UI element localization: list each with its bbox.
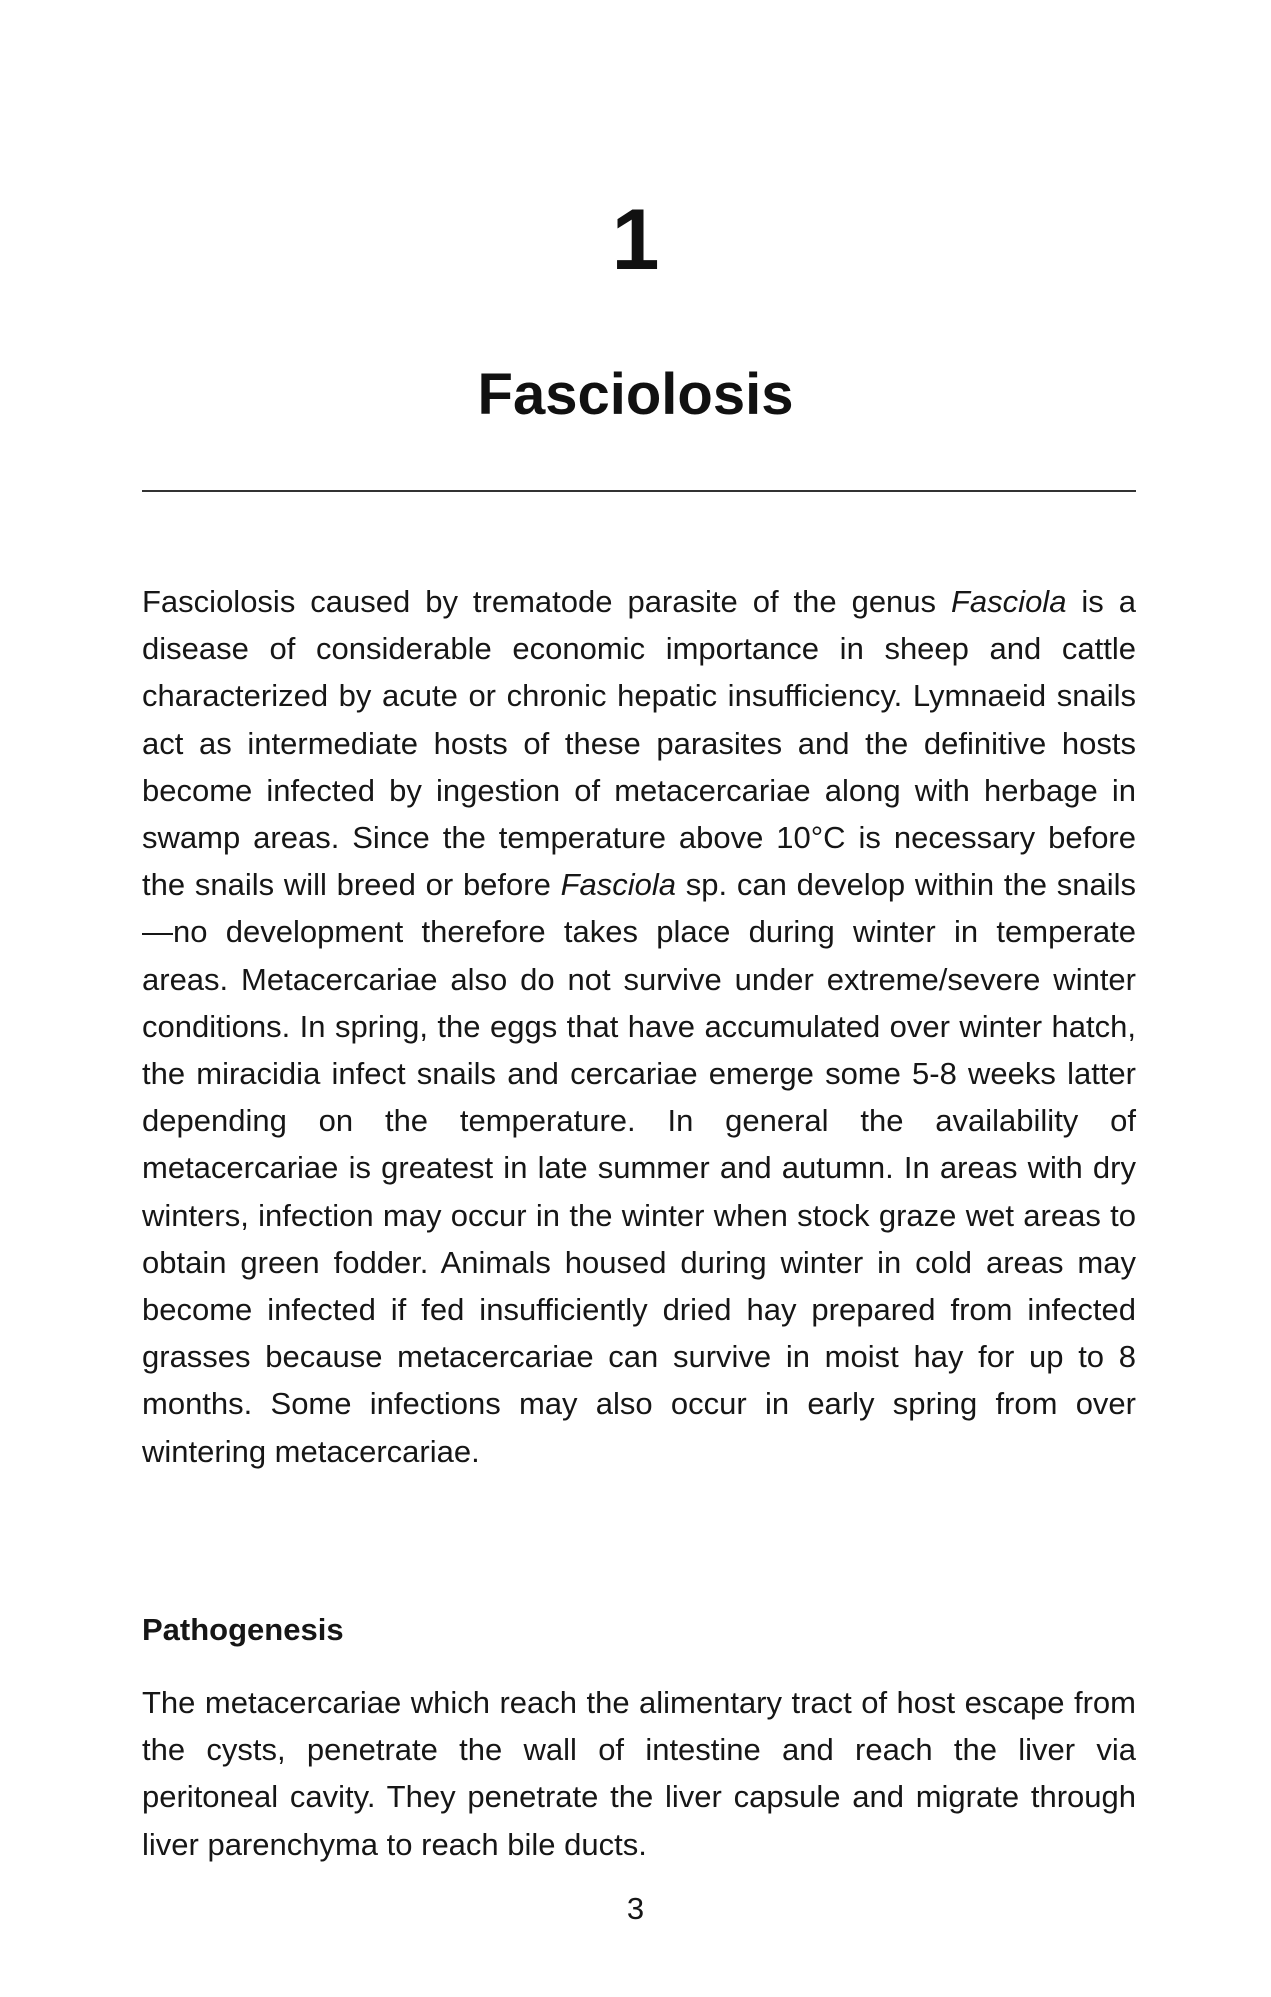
intro-text-part-3: sp. can develop within the snails—no development therefore takes place during winter in temperate areas. Metacercariae also do not survive under extreme/severe winter conditions. In spring, the eggs that have accumulated over winter hatch, the miracidia infect snails and cercariae emerge some 5-8 weeks latter depending on the temperature. In general the availability of metacercariae is greatest in late summer and autumn. In areas with dry winters, infection may occur in the winter when stock graze wet areas to obtain green fodder. Animals housed during winter in cold areas may become infected if fed insufficiently dried hay prepared from infected grasses because metacercariae can survive in moist hay for up to 8 months. Some infections may also occur in early spring from over wintering metacercariae. [142, 867, 1136, 1469]
genus-name-italic: Fasciola [560, 867, 677, 903]
chapter-title: Fasciolosis [477, 362, 794, 427]
intro-section [142, 578, 1136, 1475]
title-divider [142, 490, 1136, 492]
genus-name-italic: Fasciola [951, 584, 1067, 619]
intro-paragraph [142, 578, 1136, 1475]
pathogenesis-paragraph: The metacercariae which reach the alimentary tract of host escape from the cysts, penetrate the wall of intestine and reach the liver via peritoneal cavity. They penetrate the liver capsule and migrate through liver parenchyma to reach bile ducts. [142, 1685, 1136, 1862]
page-number: 3 [626, 1891, 645, 1926]
intro-text-part-1: Fasciolosis caused by trematode parasite of the genus [142, 584, 951, 619]
intro-text-part-2: is a disease of considerable economic importance in sheep and cattle characterized by acute or chronic hepatic insufficiency. Lymnaeid snails act as intermediate hosts of these parasites and the definitive hosts become infected by ingestion of metacercariae along with herbage in swamp areas. Since the temperature above 10°C is necessary before the snails will breed or before [142, 584, 1136, 903]
chapter-number: 1 [611, 192, 660, 288]
pathogenesis-section [142, 1679, 1136, 1868]
section-heading-pathogenesis: Pathogenesis [142, 1612, 344, 1647]
